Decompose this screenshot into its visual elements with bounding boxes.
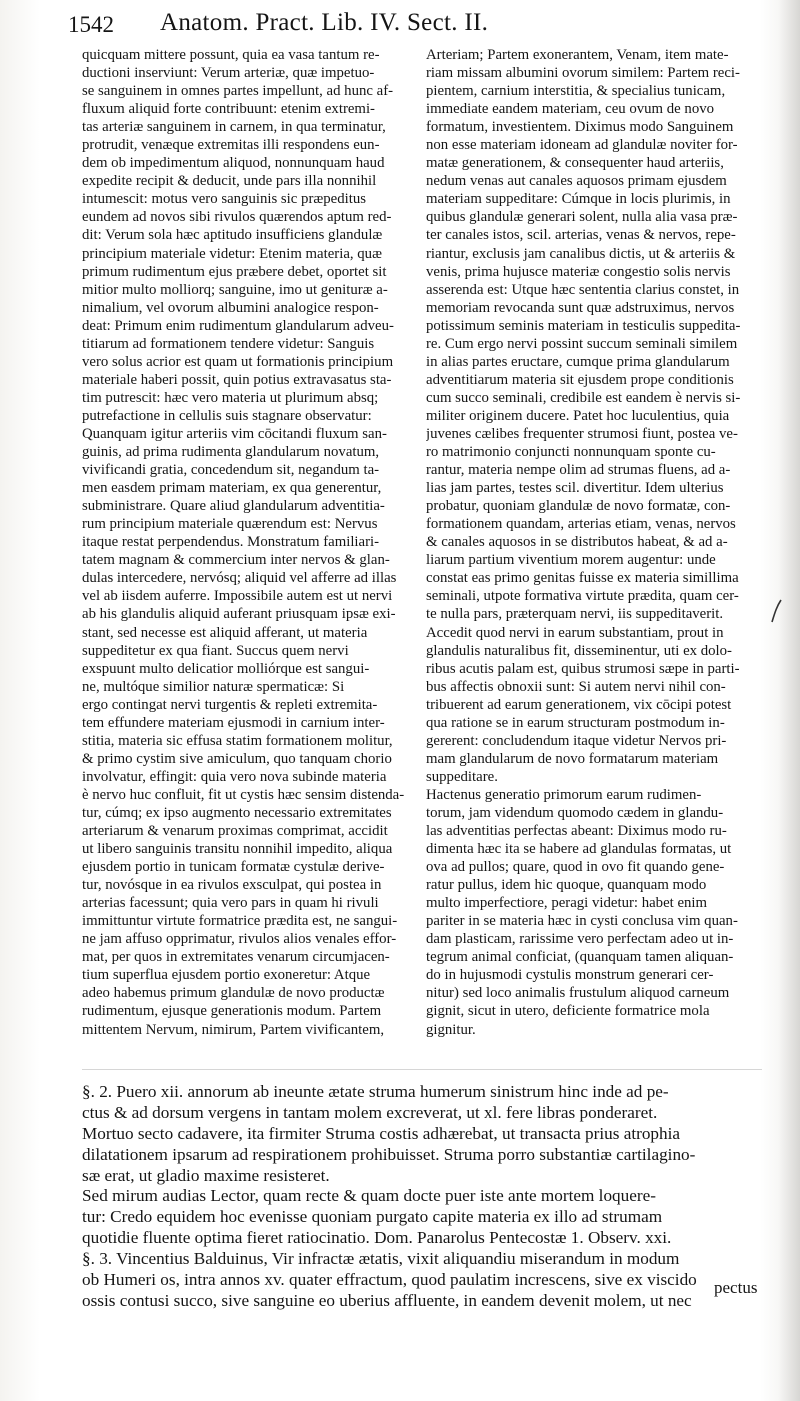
text-line: materiam suppeditare: Cúmque in locis plurimis, in	[426, 191, 731, 208]
text-line: quibus glandulæ generari solent, nulla alia vasa præ-	[426, 209, 738, 226]
text-line: seminali, utpote formativa virtute prædita, quam cer-	[426, 588, 739, 605]
text-line: materiale haberi possit, quin potius extravasatus sta-	[82, 371, 392, 388]
text-line: suppeditare.	[426, 768, 498, 785]
text-line: dem ob impedimentum aliquod, nonnunquam haud	[82, 155, 385, 172]
text-line: involvatur, effingit: quia vero nova subinde materia	[82, 768, 387, 785]
text-line: mittentem Nervum, nimirum, Partem vivificantem,	[82, 1021, 385, 1038]
text-line: venis, prima hujusce materiæ congestio solis nervis	[426, 263, 731, 280]
text-line: riantur, exclusis jam canalibus dictis, ut & arteriis &	[426, 245, 736, 262]
left-column	[82, 46, 422, 1039]
text-line: tium superflua ejusdem portio exoneretur: Atque	[82, 967, 371, 984]
text-line: ab his glandulis aliquid auferant priusquam ipsæ exi-	[82, 606, 396, 623]
text-line: deat: Primum enim rudimentum glandularum adveu-	[82, 317, 394, 334]
text-line: immittuntur virtute formatrice prædita est, ne sangui-	[82, 913, 398, 930]
text-line: formatum, investientem. Diximus modo Sanguinem	[426, 119, 734, 136]
text-line: è nervo huc confluit, fit ut cystis hæc sensim distenda-	[82, 786, 405, 803]
text-line: riam missam albumini ovorum similem: Partem reci-	[426, 65, 740, 82]
text-line: glandulis naturalibus fit, disseminentur, uti ex dolo-	[426, 642, 732, 659]
page-edge-shadow	[778, 0, 800, 1401]
text-line: stant, sed necesse est aliquid afferant, ut materia	[82, 624, 368, 641]
text-line: nimalium, vel ovorum albumini analogice respon-	[82, 299, 379, 316]
text-line: tim putrescit: hæc vero materia ut plurimum absq;	[82, 389, 379, 406]
text-line: tatem magnam & commercium inter nervos & glan-	[82, 552, 390, 569]
text-line: ro matrimonio conjuncti nonnunquam sponte cu-	[426, 444, 716, 461]
text-line: tur: Credo equidem hoc evenisse quoniam purgato capite materia ex illo ad strumam	[82, 1207, 663, 1227]
text-line: sæ erat, ut gladio maxime resisteret.	[82, 1165, 330, 1185]
text-line: se sanguinem in omnes partes impellunt, ad hunc af-	[82, 83, 394, 100]
running-title: Anatom. Pract. Lib. IV. Sect. II.	[160, 9, 489, 36]
text-line: exspuunt multo delicatior molliórque est sangui-	[82, 660, 370, 677]
text-line: non esse materiam idoneam ad glandulæ noviter for-	[426, 137, 738, 154]
text-line: dilatationem ipsarum ad respirationem prohibuisset. Struma porro substantiæ cartilagino-	[82, 1144, 696, 1164]
text-line: tem effundere materiam ejusmodi in carnium inter-	[82, 714, 385, 731]
text-line: Quanquam igitur arteriis vim cōcitandi fluxum san-	[82, 425, 387, 442]
text-line: dam plasticam, rarissime vero perfectam adeo ut in-	[426, 931, 734, 948]
text-line: rantur, materia nempe olim ad strumas fluens, ad a-	[426, 462, 731, 479]
text-line: tur, novósque in ea rivulos exsculpat, qui postea in	[82, 877, 382, 894]
column-end-rule	[82, 1069, 762, 1070]
text-line: gignit, sicut in utero, deficiente formatrice mola	[426, 1003, 710, 1020]
text-line: te nulla pars, præterquam nervi, iis suppeditaverit.	[426, 606, 724, 623]
text-line: Arteriam; Partem exonerantem, Venam, item mate-	[426, 47, 729, 63]
text-line: ergo contingat nervi turgentis & repleti extremita-	[82, 696, 378, 713]
text-line: lias jam partes, testes scil. divertitur. Idem ulterius	[426, 480, 724, 497]
text-line: Accedit quod nervi in earum substantiam, prout in	[426, 624, 724, 641]
text-line: & primo cystim sive amiculum, quo tanquam chorio	[82, 750, 392, 767]
text-line: do in hujusmodi cystulis monstrum generari cer-	[426, 967, 714, 984]
text-line: tas arteriæ sanguinem in carnem, in qua terminatur,	[82, 119, 386, 136]
text-line: fluxum aliquid forte contribuunt: etenim extremi-	[82, 101, 375, 118]
text-line: principium materiale videtur: Etenim materia, quæ	[82, 245, 382, 262]
text-line: asserenda est: Utque hæc sententia clarius constet, in	[426, 281, 740, 298]
text-line: tribuerent ad earum generationem, vix cōcipi potest	[426, 696, 732, 713]
text-line: titiarum ad formationem tendere videtur: Sanguis	[82, 335, 375, 352]
text-line: ne, multóque similior naturæ spermaticæ: Si	[82, 678, 345, 695]
text-line: juvenes cælibes frequenter strumosi fiunt, postea ve-	[426, 425, 738, 442]
text-line: immediate eandem materiam, ceu ovum de novo	[426, 101, 715, 118]
text-line: tur, cúmq; ex ipso augmento necessario extremitates	[82, 804, 392, 821]
text-line: vel ab iisdem auferre. Impossibile autem est ut nervi	[82, 588, 393, 605]
text-line: vivificandi gratia, concedendum sit, negandum ta-	[82, 462, 380, 479]
page-header	[68, 0, 768, 46]
text-line: dimenta hæc ita se habere ad glandulas formatas, ut	[426, 841, 732, 858]
text-line: quotidie fluente optima fieret ratiocinatio. Dom. Panarolus Pentecostæ 1. Observ. xxi.	[82, 1228, 672, 1248]
text-line: eundem ad novos sibi rivulos quærendos aptum red-	[82, 209, 392, 226]
text-line: putrefactione in cellulis suis stagnare observatur:	[82, 407, 372, 424]
text-line: ossis contusi succo, sive sanguine eo uberius affluente, in eandem devenit molem, ut nec	[82, 1290, 692, 1310]
text-line: re. Cum ergo nervi possint succum seminali similem	[426, 335, 738, 352]
text-line: ter canales istos, scil. arterias, venas & nervos, repe-	[426, 227, 736, 244]
text-line: nedum venas aut canales aquosos primam ejusdem	[426, 173, 727, 190]
text-line: probatur, quoniam glandulæ de novo formatæ, con-	[426, 498, 731, 515]
text-line: §. 2. Puero xii. annorum ab ineunte ætate struma humerum sinistrum hinc inde ad pe-	[82, 1082, 669, 1101]
text-line: qua ratione se in earum structuram postmodum in-	[426, 714, 725, 731]
text-line: Hactenus generatio primorum earum rudimen-	[426, 786, 702, 803]
text-line: §. 3. Vincentius Balduinus, Vir infractæ ætatis, vixit aliquandiu miserandum in modum	[82, 1249, 680, 1269]
text-line: ova ad pullos; quare, quod in ovo fit quando gene-	[426, 859, 725, 876]
text-line: adeo habemus primum glandulæ de novo productæ	[82, 985, 385, 1002]
catchword: pectus	[714, 1278, 758, 1297]
text-line: cum succo seminali, credibile est eandem è nervis si-	[426, 389, 741, 406]
text-line: gignitur.	[426, 1021, 476, 1038]
margin-ink-mark	[767, 598, 789, 624]
text-line: tegrum animal conficiat, (quanquam tamen aliquan-	[426, 949, 734, 966]
text-line: Mortuo secto cadavere, ita firmiter Struma costis adhærebat, ut transacta prius atrophia	[82, 1123, 681, 1143]
text-line: ut libero sanguinis transitu nonnihil impedito, aliqua	[82, 841, 393, 858]
text-line: constat eas primo genitas fuisse ex materia simillima	[426, 570, 739, 587]
text-line: in alias partes eructare, cumque prima glandularum	[426, 353, 730, 370]
text-line: bus affectis obnoxii sunt: Si autem nervi nihil con-	[426, 678, 726, 695]
text-line: memoriam revocanda sunt quæ adstruximus, nervos	[426, 299, 735, 316]
text-line: mat, per quos in extremitates venarum circumjacen-	[82, 949, 390, 966]
text-line: ratur pullus, idem hic quoque, quanquam modo	[426, 877, 707, 894]
text-line: men easdem primam materiam, ex qua generentur,	[82, 480, 382, 497]
text-line: Sed mirum audias Lector, quam recte & quam docte puer iste ante mortem loquere-	[82, 1186, 656, 1206]
text-line: rudimentum, ejusque generationis modum. Partem	[82, 1003, 382, 1020]
text-line: militer originem ducere. Patet hoc luculentius, quia	[426, 407, 730, 424]
text-line: pariter in se materia hæc in cysti conclusa vim quan-	[426, 913, 738, 930]
text-line: & canales aquosos in se distributos habeat, & ad a-	[426, 534, 728, 551]
text-line: ribus acutis palam est, quibus strumosi sæpe in parti-	[426, 660, 740, 677]
text-line: nitur) sed loco animalis frustulum aliquod carneum	[426, 985, 730, 1002]
text-line: ne jam affuso opprimatur, rivulos alios venales effor-	[82, 931, 397, 948]
text-line: ejusdem portio in tunicam formatæ cystulæ derive-	[82, 859, 385, 876]
text-line: suppeditetur ex qua fiant. Succus quem nervi	[82, 642, 349, 659]
full-width-text	[82, 1082, 772, 1312]
text-line: protrudit, venæque extremitas illi respondens eun-	[82, 137, 380, 154]
text-line: ob Humeri os, intra annos xv. quater effractum, quod paulatim increscens, sive ex viscido	[82, 1270, 697, 1290]
page-number: 1542	[68, 12, 114, 37]
text-line: formationem quandam, arterias etiam, venas, nervos	[426, 516, 736, 533]
text-line: subministrare. Quare aliud glandularum adventitia-	[82, 498, 385, 515]
text-line: guinis, ad prima rudimenta glandularum novatum,	[82, 444, 380, 461]
text-line: multo imperfectiore, peragi videtur: habet enim	[426, 895, 708, 912]
text-line: ductioni inserviunt: Verum arteriæ, quæ impetuo-	[82, 65, 375, 82]
text-line: dit: Verum sola hæc aptitudo insufficiens glandulæ	[82, 227, 383, 244]
text-line: pientem, carnium interstitia, & specialius tunicam,	[426, 83, 726, 100]
right-column	[426, 46, 762, 1039]
text-line: mam glandularum de novo formatarum materiam	[426, 750, 719, 767]
text-line: primum rudimentum ejus præbere debet, oportet sit	[82, 263, 387, 280]
text-line: gererent: concludendum itaque videtur Nervos pri-	[426, 732, 727, 749]
text-line: itaque restat perpendendus. Monstratum familiari-	[82, 534, 380, 551]
text-line: mitior multo molliorq; sanguine, imo ut genituræ a-	[82, 281, 388, 298]
text-line: vero solus acrior est quam ut formationis principium	[82, 353, 394, 370]
text-line: intumescit: motus vero sanguinis sic præpeditus	[82, 191, 366, 208]
text-line: expedite recipit & deducit, unde pars illa nonnihil	[82, 173, 377, 190]
text-line: potissimum seminis materiam in testiculis suppedita-	[426, 317, 741, 334]
text-line: liarum partium viventium morem augentur: unde	[426, 552, 716, 569]
text-line: torum, jam videndum quomodo cædem in glandu-	[426, 804, 724, 821]
text-line: las adventitias perfectas abeant: Diximus modo ru-	[426, 823, 727, 840]
text-line: quicquam mittere possunt, quia ea vasa tantum re-	[82, 47, 380, 63]
text-line: arterias facessunt; quia vero pars in quam hi rivuli	[82, 895, 379, 912]
text-line: ctus & ad dorsum vergens in tantam molem excreverat, ut xl. fere libras ponderaret.	[82, 1102, 658, 1122]
text-line: matæ generationem, & consequenter haud arteriis,	[426, 155, 724, 172]
text-line: arteriarum & venarum proximas comprimat, accidit	[82, 823, 388, 840]
text-line: dulas intercedere, nervósq; aliquid vel afferre ad illas	[82, 570, 397, 587]
text-line: stitia, materia sic effusa statim formationem molitur,	[82, 732, 393, 749]
text-line: adventitiarum materia sit ejusdem prope conditionis	[426, 371, 734, 388]
text-line: rum principium materiale quærendum est: Nervus	[82, 516, 378, 533]
